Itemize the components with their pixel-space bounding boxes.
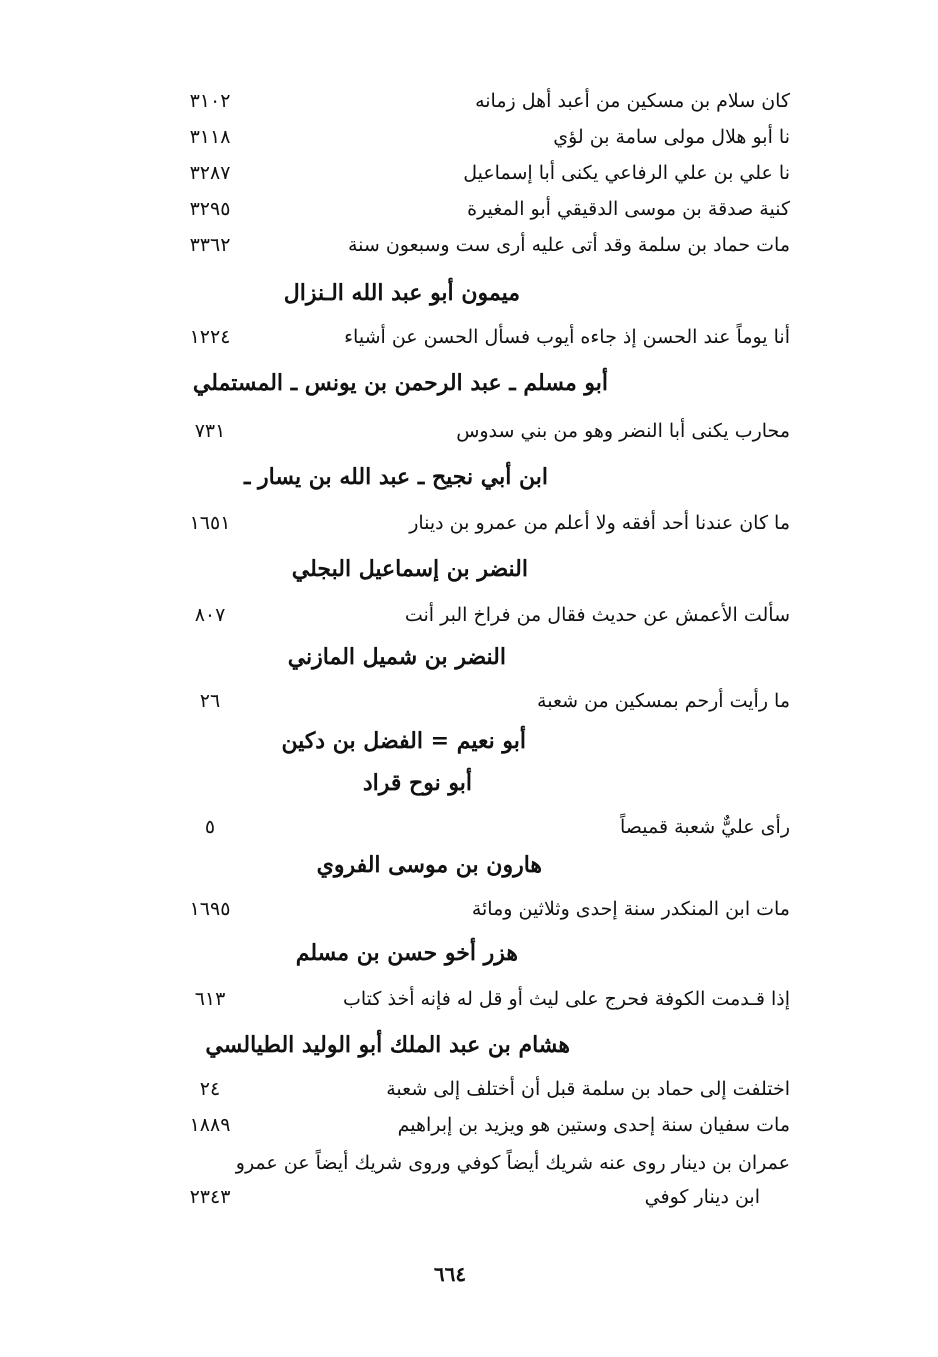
entry-text: مات ابن المنكدر سنة إحدى وثلاثين ومائة	[471, 898, 790, 920]
entry-text: كنية صدقة بن موسى الدقيقي أبو المغيرة	[467, 198, 790, 220]
narrator-heading: هزر أخو حسن بن مسلم	[295, 940, 518, 966]
index-entry	[160, 508, 800, 544]
entry-text: سألت الأعمش عن حديث فقال من فراخ البر أنت	[404, 604, 790, 626]
narrator-heading: أبو نوح قراد	[362, 770, 472, 796]
entry-number: ١٦٥١	[189, 512, 231, 534]
entry-number: ٢٦	[199, 690, 221, 712]
index-entry	[160, 1074, 800, 1110]
index-entry	[160, 1182, 800, 1218]
entry-number: ١٦٩٥	[189, 898, 231, 920]
narrator-heading: أبو مسلم ـ عبد الرحمن بن يونس ـ المستملي	[192, 370, 608, 396]
entry-number: ١٨٨٩	[189, 1114, 231, 1136]
entry-number: ٨٠٧	[194, 604, 226, 626]
index-entry	[160, 230, 800, 266]
entry-text: اختلفت إلى حماد بن سلمة قبل أن أختلف إلى شعبة	[386, 1078, 790, 1100]
index-entry	[160, 812, 800, 848]
entry-text: إذا قـدمت الكوفة فحرج على ليث أو قل له فإنه أخذ كتاب	[343, 988, 790, 1010]
entry-text: أنا يوماً عند الحسن إذ جاءه أيوب فسأل الحسن عن أشياء	[344, 326, 790, 348]
index-entry-line	[160, 1148, 800, 1184]
entry-text-continuation: ابن دينار كوفي	[644, 1186, 760, 1208]
entry-number: ٢٣٤٣	[189, 1186, 231, 1208]
index-entry	[160, 416, 800, 452]
entry-text: نا علي بن علي الرفاعي يكنى أبا إسماعيل	[463, 162, 790, 184]
entry-number: ٧٣١	[194, 420, 226, 442]
entry-number: ٦١٣	[194, 988, 226, 1010]
entry-number: ٣٢٨٧	[189, 162, 231, 184]
entry-text: محارب يكنى أبا النضر وهو من بني سدوس	[456, 420, 790, 442]
narrator-heading: ميمون أبو عبد الله الـنزال	[283, 280, 520, 306]
narrator-heading: أبو نعيم = الفضل بن دكين	[281, 728, 526, 754]
index-entry	[160, 1110, 800, 1146]
narrator-heading: ابن أبي نجيح ـ عبد الله بن يسار ـ	[243, 464, 548, 490]
index-entry	[160, 600, 800, 636]
narrator-heading: النضر بن إسماعيل البجلي	[291, 556, 528, 582]
entry-number: ٢٤	[199, 1078, 221, 1100]
narrator-heading: هشام بن عبد الملك أبو الوليد الطيالسي	[205, 1032, 570, 1058]
entry-number: ٣٢٩٥	[189, 198, 231, 220]
page-number: ٦٦٤	[433, 1262, 467, 1286]
index-entry	[160, 86, 800, 122]
index-entry	[160, 122, 800, 158]
entry-text: ما رأيت أرحم بمسكين من شعبة	[537, 690, 790, 712]
entry-text: كان سلام بن مسكين من أعبد أهل زمانه	[475, 90, 790, 112]
entry-text: مات سفيان سنة إحدى وستين هو ويزيد بن إبراهيم	[397, 1114, 790, 1136]
entry-number: ٣٣٦٢	[189, 234, 231, 256]
entry-text: عمران بن دينار روى عنه شريك أيضاً كوفي وروى شريك أيضاً عن عمرو	[235, 1152, 790, 1174]
index-entry	[160, 322, 800, 358]
entry-text: نا أبو هلال مولى سامة بن لؤي	[553, 126, 790, 148]
entry-number: ١٢٢٤	[189, 326, 231, 348]
narrator-heading: النضر بن شميل المازني	[287, 644, 506, 670]
entry-number: ٣١٠٢	[189, 90, 231, 112]
entry-text: رأى عليٌّ شعبة قميصاً	[620, 816, 790, 838]
index-entry	[160, 984, 800, 1020]
entry-text: ما كان عندنا أحد أفقه ولا أعلم من عمرو بن دينار	[409, 512, 790, 534]
index-entry	[160, 686, 800, 722]
index-entry	[160, 158, 800, 194]
narrator-heading: هارون بن موسى الفروي	[316, 852, 542, 878]
index-entry	[160, 194, 800, 230]
index-entry	[160, 894, 800, 930]
entry-text: مات حماد بن سلمة وقد أتى عليه أرى ست وسبعون سنة	[347, 234, 790, 256]
entry-number: ٥	[204, 816, 216, 838]
entry-number: ٣١١٨	[189, 126, 231, 148]
